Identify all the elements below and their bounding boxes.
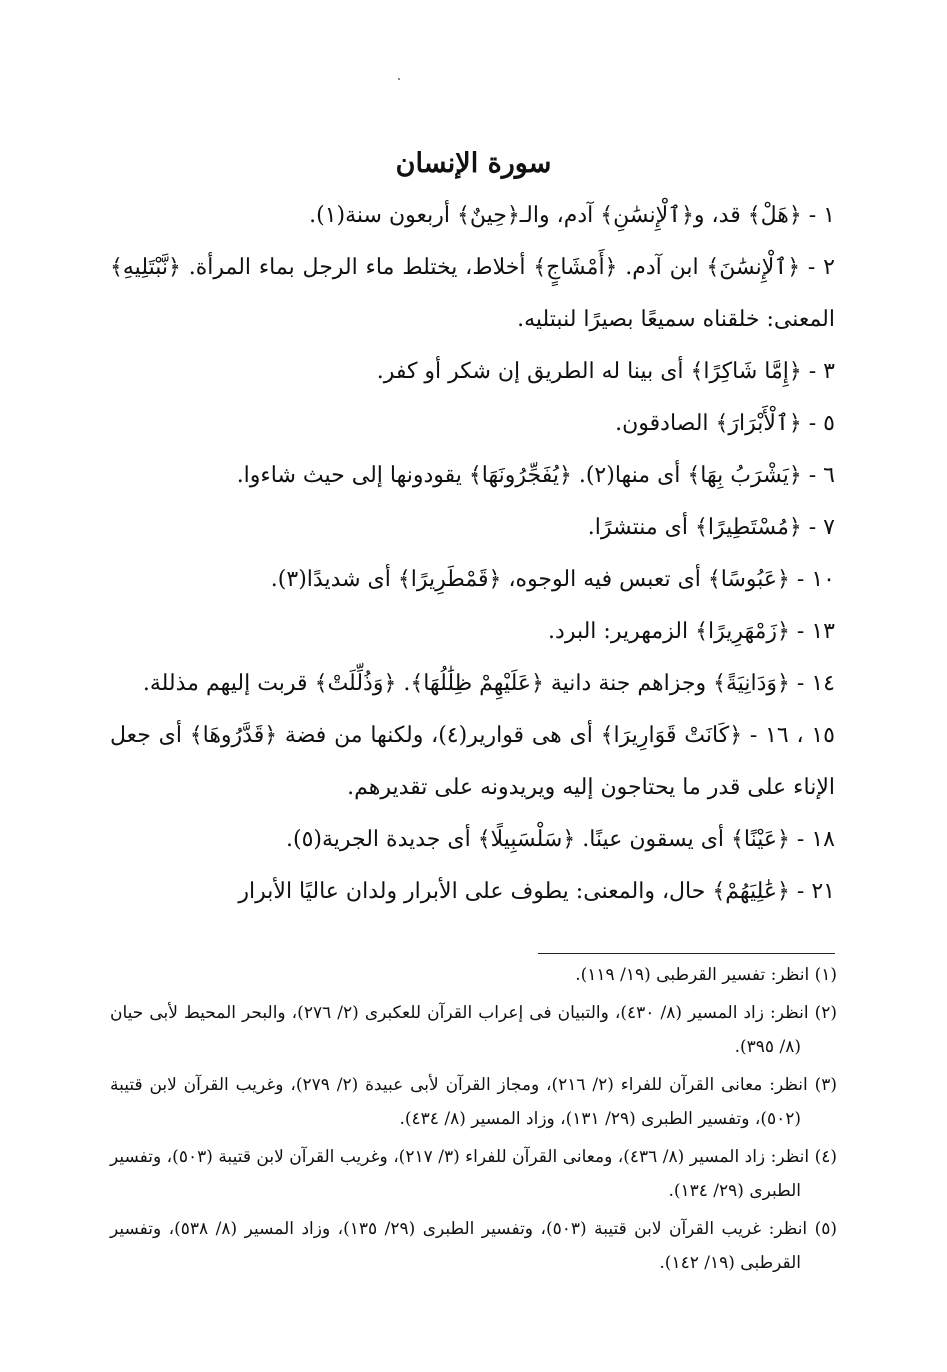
- footnote-1: (١) انظر: تفسير القرطبى (١٩/ ١١٩).: [575, 965, 837, 985]
- commentary-body: [110, 190, 835, 918]
- footnote-separator: [538, 953, 835, 954]
- footnote-3: (٣) انظر: معانى القرآن للفراء (٢/ ٢١٦)، ومجاز القرآن لأبى عبيدة (٢/ ٢٧٩)، وغريب القرآن لابن قتيبة (٥٠٢)، وتفسير الطبرى (٢٩/ ١٣١)، وزاد المسير (٨/ ٤٣٤).: [110, 1075, 837, 1129]
- entry-verse-14: ١٤ - ﴿وَدَانِيَةً﴾ وجزاهم جنة دانية ﴿عَلَيْهِمْ ظِلَٰلُهَا﴾. ﴿وَذُلِّلَتْ﴾ قربت إليهم مذللة.: [142, 671, 835, 696]
- footnotes: [110, 958, 837, 1284]
- footnote-2: (٢) انظر: زاد المسير (٨/ ٤٣٠)، والتبيان فى إعراب القرآن للعكبرى (٢/ ٢٧٦)، والبحر المحيط لأبى حيان (٨/ ٣٩٥).: [110, 1003, 838, 1057]
- entry-verse-18: ١٨ - ﴿عَيْنًا﴾ أى يسقون عينًا. ﴿سَلْسَبِيلًا﴾ أى جديدة الجرية(٥).: [285, 827, 835, 852]
- footnote-4: (٤) انظر: زاد المسير (٨/ ٤٣٦)، ومعانى القرآن للفراء (٣/ ٢١٧)، وغريب القرآن لابن قتيبة (٥٠٣)، وتفسير الطبرى (٢٩/ ١٣٤).: [110, 1147, 837, 1201]
- entry-verse-21: ٢١ - ﴿عَٰلِيَهُمْ﴾ حال، والمعنى: يطوف على الأبرار ولدان عاليًا الأبرار: [238, 879, 835, 904]
- surah-title: سورة الإنسان: [395, 148, 552, 179]
- entry-verse-5: ٥ - ﴿ٱلْأَبْرَارَ﴾ الصادقون.: [615, 411, 835, 436]
- entry-verse-13: ١٣ - ﴿زَمْهَرِيرًا﴾ الزمهرير: البرد.: [548, 619, 835, 644]
- entry-verse-2: ٢ - ﴿ٱلْإِنسَٰنَ﴾ ابن آدم. ﴿أَمْشَاجٍ﴾ أخلاط، يختلط ماء الرجل بماء المرأة. ﴿نَّبْتَلِيهِ﴾ المعنى: خلقناه سميعًا بصيرًا لنبتليه.: [110, 255, 835, 332]
- entry-verse-6: ٦ - ﴿يَشْرَبُ بِهَا﴾ أى منها(٢). ﴿يُفَجِّرُونَهَا﴾ يقودونها إلى حيث شاءوا.: [236, 463, 835, 488]
- entry-verse-1: ١ - ﴿هَلْ﴾ قد، و﴿ٱلْإِنسَٰنِ﴾ آدم، والـ﴿حِينٌ﴾ أربعون سنة(١).: [309, 203, 835, 228]
- footnote-5: (٥) انظر: غريب القرآن لابن قتيبة (٥٠٣)، وتفسير الطبرى (٢٩/ ١٣٥)، وزاد المسير (٨/ ٥٣٨)، وتفسير القرطبى (١٩/ ١٤٢).: [110, 1219, 838, 1273]
- entry-verse-7: ٧ - ﴿مُسْتَطِيرًا﴾ أى منتشرًا.: [587, 515, 835, 540]
- entry-verse-10: ١٠ - ﴿عَبُوسًا﴾ أى تعبس فيه الوجوه، ﴿قَمْطَرِيرًا﴾ أى شديدًا(٣).: [270, 567, 835, 592]
- entry-verse-3: ٣ - ﴿إِمَّا شَاكِرًا﴾ أى بينا له الطريق إن شكر أو كفر.: [376, 359, 835, 384]
- scan-speck: [398, 78, 400, 80]
- entry-verse-15-16: ١٥ ، ١٦ - ﴿كَانَتْ قَوَارِيرَا﴾ أى هى قوارير(٤)، ولكنها من فضة ﴿قَدَّرُوهَا﴾ أى جعل الإناء على قدر ما يحتاجون إليه ويريدونه على تقديرهم.: [110, 723, 835, 800]
